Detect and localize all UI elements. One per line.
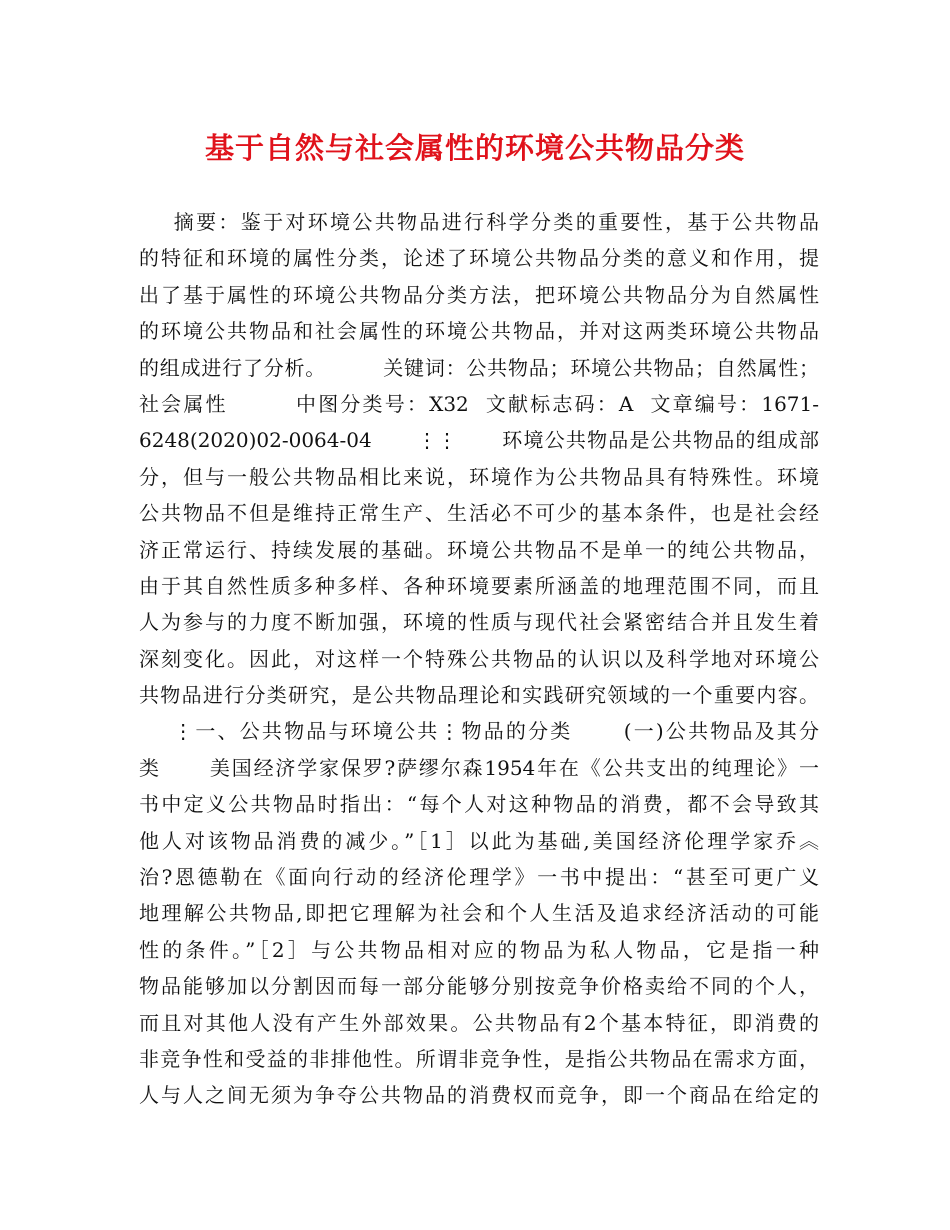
text-line: 物品能够加以分割因而每一部分能够分别按竞争价格卖给不同的个人，	[139, 974, 819, 999]
text-line: 济正常运行、持续发展的基础。环境公共物品不是单一的纯公共物品，	[139, 537, 819, 562]
text-line: 6248(2020)02-0064-04 ⋮⋮ 环境公共物品是公共物品的组成部	[139, 428, 819, 453]
text-line: 类 美国经济学家保罗?萨缪尔森1954年在《公共支出的纯理论》一	[139, 755, 819, 780]
text-line: 公共物品不但是维持正常生产、生活必不可少的基本条件，也是社会经	[139, 501, 819, 526]
text-line: 由于其自然性质多种多样、各种环境要素所涵盖的地理范围不同，而且	[139, 573, 819, 598]
text-line: 共物品进行分类研究，是公共物品理论和实践研究领域的一个重要内容。	[139, 683, 819, 708]
text-line: 书中定义公共物品时指出：“每个人对这种物品的消费，都不会导致其	[139, 792, 819, 817]
text-line: 摘要：鉴于对环境公共物品进行科学分类的重要性，基于公共物品	[139, 210, 819, 234]
text-line: 的特征和环境的属性分类，论述了环境公共物品分类的意义和作用，提	[139, 246, 819, 271]
text-line: 的环境公共物品和社会属性的环境公共物品，并对这两类环境公共物品	[139, 319, 819, 344]
text-line: 地理解公共物品,即把它理解为社会和个人生活及追求经济活动的可能	[139, 901, 819, 926]
text-line: 社会属性 中图分类号：X32 文献标志码：A 文章编号：1671-	[139, 391, 819, 416]
body-text	[139, 204, 819, 1114]
text-line: 非竞争性和受益的非排他性。所谓非竞争性，是指公共物品在需求方面，	[139, 1046, 819, 1071]
document-title: 基于自然与社会属性的环境公共物品分类	[204, 131, 745, 165]
text-line: 分，但与一般公共物品相比来说，环境作为公共物品具有特殊性。环境	[139, 464, 819, 489]
text-line: 人为参与的力度不断加强，环境的性质与现代社会紧密结合并且发生着	[139, 610, 819, 635]
text-line: 深刻变化。因此，对这样一个特殊公共物品的认识以及科学地对环境公	[139, 646, 819, 671]
text-line: 他人对该物品消费的减少。”［1］以此为基础,美国经济伦理学家乔︽	[139, 828, 819, 853]
text-line: 的组成进行了分析。 关键词：公共物品；环境公共物品；自然属性；	[139, 355, 819, 380]
text-line: 人与人之间无须为争夺公共物品的消费权而竞争，即一个商品在给定的	[139, 1083, 819, 1108]
text-line: 治?恩德勒在《面向行动的经济伦理学》一书中提出：“甚至可更广义	[139, 865, 819, 890]
text-line: 出了基于属性的环境公共物品分类方法，把环境公共物品分为自然属性	[139, 282, 819, 307]
text-line: ⋮一、公共物品与环境公共⋮物品的分类 (一)公共物品及其分	[139, 719, 819, 744]
text-line: 性的条件。”［2］与公共物品相对应的物品为私人物品，它是指一种	[139, 937, 819, 962]
text-line: 而且对其他人没有产生外部效果。公共物品有2个基本特征，即消费的	[139, 1010, 819, 1035]
